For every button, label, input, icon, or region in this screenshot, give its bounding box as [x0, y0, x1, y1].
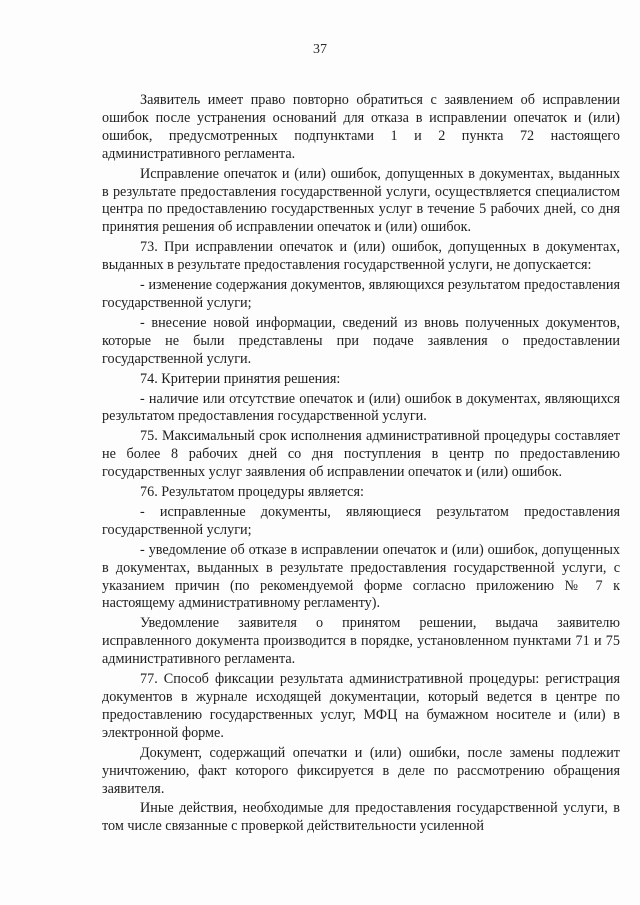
paragraph-document-destruction: Документ, содержащий опечатки и (или) ошибки, после замены подлежит уничтожению, факт которого фиксируется в деле по рассмотрению обращения заявителя.: [102, 744, 620, 797]
list-item-no-content-change: - изменение содержания документов, являющихся результатом предоставления государственной услуги;: [102, 277, 620, 311]
paragraph-item-77: 77. Способ фиксации результата административной процедуры: регистрация документов в журнале исходящей документации, который ведется в центре по предоставлению государственных услуг, МФЦ на бумажном носителе и (или) в электронной форме.: [102, 671, 620, 741]
paragraph-other-actions: Иные действия, необходимые для предоставления государственной услуги, в том числе связанные с проверкой действительности усиленной: [102, 800, 620, 835]
list-item-refusal-notice: - уведомление об отказе в исправлении опечаток и (или) ошибок, допущенных в документах, выданных в результате предоставления государственной услуги, с указанием причин (по рекомендуемой форме согласно приложению № 7 к настоящему административному регламенту).: [102, 541, 620, 612]
paragraph-applicant-notice: Уведомление заявителя о принятом решении, выдача заявителю исправленного документа производится в порядке, установленном пунктами 71 и 75 административного регламента.: [102, 615, 620, 668]
paragraph-item-75: 75. Максимальный срок исполнения административной процедуры составляет не более 8 рабочих дней со дня поступления в центр по предоставлению государственных услуг заявления об исправлении опечаток и (или) ошибок.: [102, 428, 620, 481]
list-item-corrected-documents: - исправленные документы, являющиеся результатом предоставления государственной услуги;: [102, 503, 620, 538]
page-number: 37: [313, 42, 327, 57]
paragraph-repeat-application: Заявитель имеет право повторно обратиться с заявлением об исправлении ошибок после устранения оснований для отказа в исправлении опечаток и (или) ошибок, предусмотренных подпунктами 1 и 2 пункта 72 настоящего административного регламента.: [102, 92, 620, 162]
paragraph-item-76: 76. Результатом процедуры является:: [140, 484, 364, 501]
paragraph-item-73: 73. При исправлении опечаток и (или) ошибок, допущенных в документах, выданных в результате предоставления государственной услуги, не допускается:: [102, 239, 620, 274]
body-text: [102, 92, 620, 836]
list-item-criteria: - наличие или отсутствие опечаток и (или) ошибок в документах, являющихся результатом предоставления государственной услуги.: [102, 390, 620, 425]
paragraph-item-74: 74. Критерии принятия решения:: [140, 370, 341, 387]
list-item-no-new-info: - внесение новой информации, сведений из вновь полученных документов, которые не были представлены при подаче заявления о предоставлении государственной услуги.: [102, 314, 620, 367]
paragraph-correction-terms: Исправление опечаток и (или) ошибок, допущенных в документах, выданных в результате предоставления государственной услуги, осуществляется специалистом центра по предоставлению государственных услуг в течение 5 рабочих дней, со дня принятия решения об исправлении опечаток и (или) ошибок.: [102, 165, 620, 236]
